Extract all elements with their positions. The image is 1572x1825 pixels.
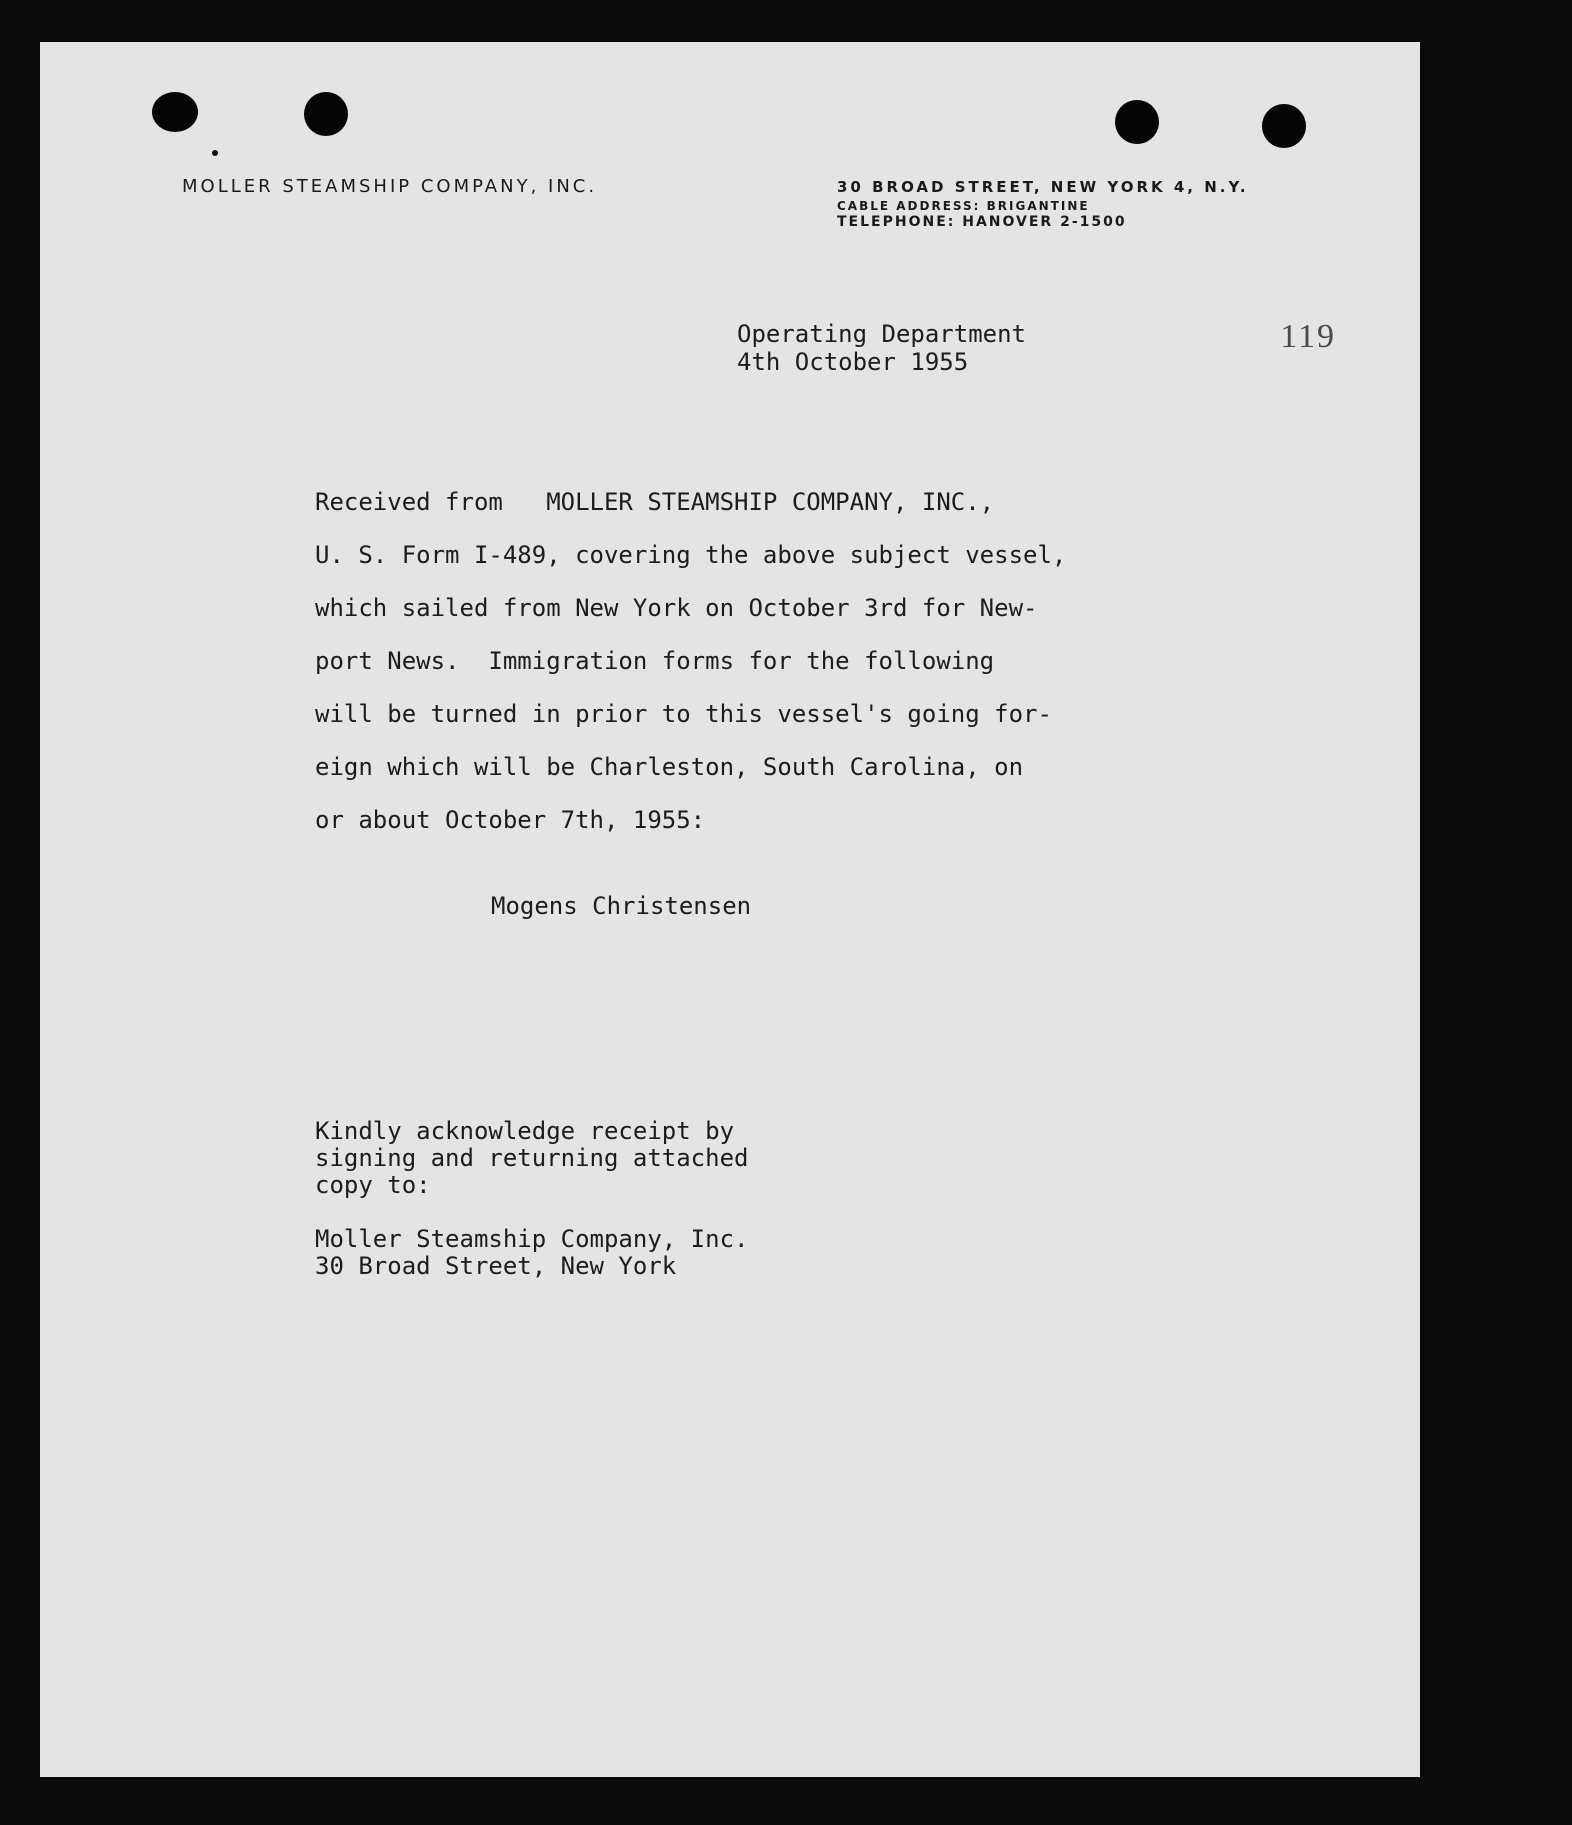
crew-member-name: Mogens Christensen <box>491 892 752 920</box>
body-line: U. S. Form I-489, covering the above subject vessel, <box>315 541 1067 569</box>
closing-line: copy to: <box>315 1171 431 1199</box>
body-line: port News. Immigration forms for the following <box>315 647 995 675</box>
punch-hole-icon <box>152 92 198 132</box>
body-line: or about October 7th, 1955: <box>315 806 706 834</box>
page-number: 119 <box>1280 318 1336 355</box>
punch-hole-icon <box>304 92 348 136</box>
letter-date: 4th October 1955 <box>737 348 969 376</box>
return-address <box>315 1226 748 1280</box>
speck-icon <box>212 150 218 156</box>
letter-page <box>40 42 1420 1777</box>
body-line: which sailed from New York on October 3rd for New- <box>315 594 1038 622</box>
closing-line: Kindly acknowledge receipt by <box>315 1117 735 1145</box>
body-line: Received from MOLLER STEAMSHIP COMPANY, INC., <box>315 488 995 516</box>
letterhead-telephone: TELEPHONE: HANOVER 2-1500 <box>837 214 1127 230</box>
letterhead-cable-address: CABLE ADDRESS: BRIGANTINE <box>837 199 1090 213</box>
return-address-line: 30 Broad Street, New York <box>315 1252 677 1280</box>
department-date-block <box>737 320 1026 376</box>
punch-hole-icon <box>1262 104 1306 148</box>
return-address-line: Moller Steamship Company, Inc. <box>315 1225 749 1253</box>
department: Operating Department <box>737 320 1026 348</box>
closing-paragraph <box>315 1118 748 1199</box>
body-line: eign which will be Charleston, South Carolina, on <box>315 753 1024 781</box>
body-paragraph <box>315 476 1066 847</box>
closing-line: signing and returning attached <box>315 1144 749 1172</box>
letterhead-address: 30 BROAD STREET, NEW YORK 4, N.Y. <box>837 178 1249 196</box>
body-line: will be turned in prior to this vessel's going for- <box>315 700 1052 728</box>
punch-hole-icon <box>1115 100 1159 144</box>
letterhead-company: MOLLER STEAMSHIP COMPANY, INC. <box>182 176 598 197</box>
